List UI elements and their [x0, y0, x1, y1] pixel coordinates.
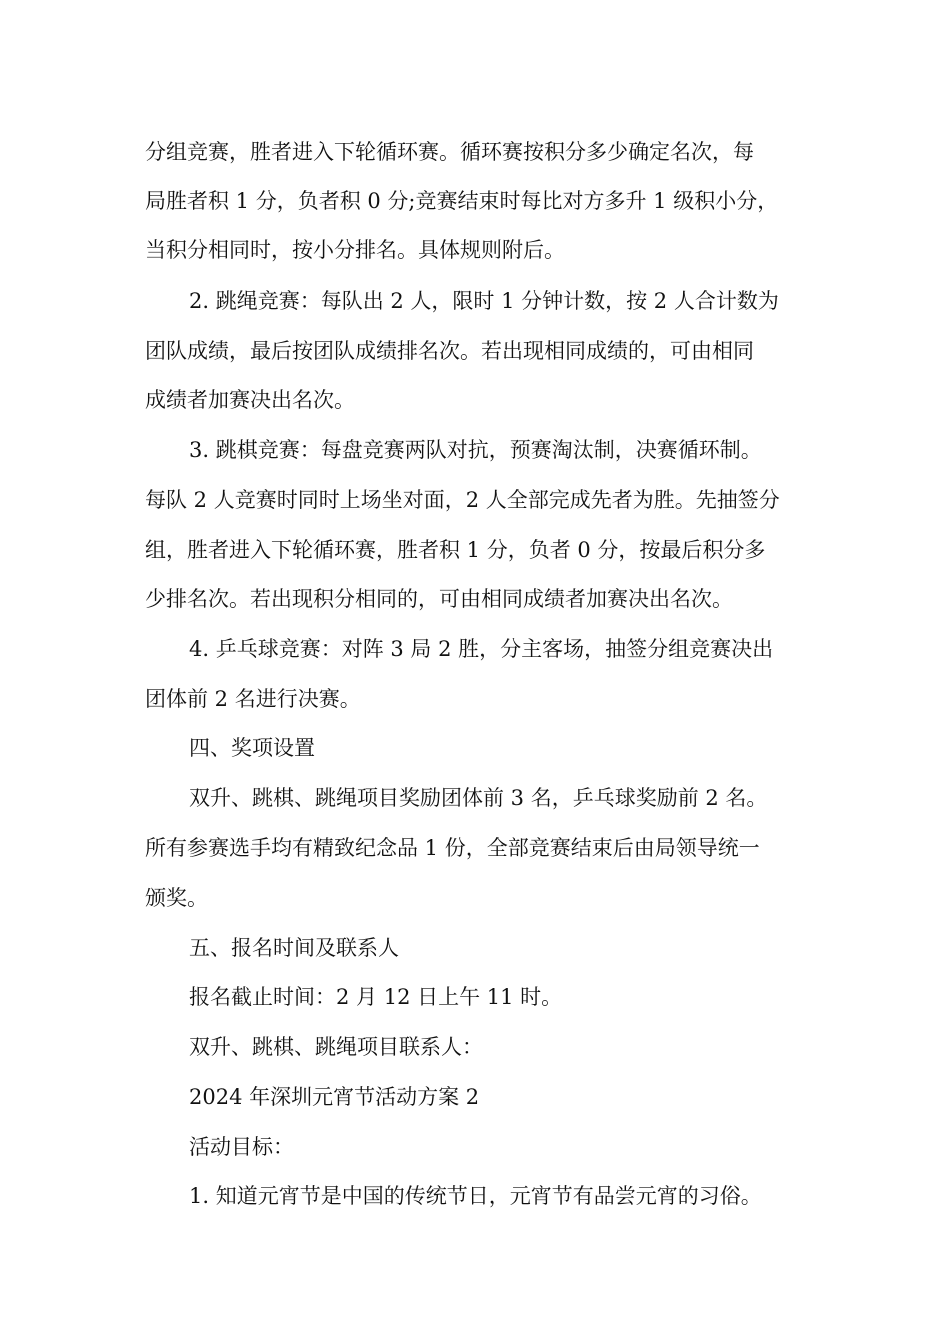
paragraph-line: 分组竞赛，胜者进入下轮循环赛。循环赛按积分多少确定名次，每: [145, 140, 754, 164]
paragraph-line: 颁奖。: [145, 886, 208, 910]
paragraph-line: 1. 知道元宵节是中国的传统节日，元宵节有品尝元宵的习俗。: [189, 1184, 762, 1208]
paragraph-line: 团体前 2 名进行决赛。: [145, 687, 361, 711]
paragraph-line: 局胜者积 1 分，负者积 0 分;竞赛结束时每比对方多升 1 级积小分，: [145, 189, 779, 213]
paragraph-line: 3. 跳棋竞赛：每盘竞赛两队对抗，预赛淘汰制，决赛循环制。: [189, 438, 762, 462]
section-heading: 五、报名时间及联系人: [189, 936, 399, 960]
paragraph-line: 成绩者加赛决出名次。: [145, 388, 355, 412]
document-subtitle: 2024 年深圳元宵节活动方案 2: [189, 1085, 480, 1109]
section-heading: 四、奖项设置: [189, 736, 315, 760]
paragraph-line: 当积分相同时，按小分排名。具体规则附后。: [145, 238, 565, 262]
paragraph-line: 少排名次。若出现积分相同的，可由相同成绩者加赛决出名次。: [145, 587, 733, 611]
paragraph-line: 团队成绩，最后按团队成绩排名次。若出现相同成绩的，可由相同: [145, 339, 754, 363]
paragraph-line: 所有参赛选手均有精致纪念品 1 份，全部竞赛结束后由局领导统一: [145, 836, 760, 860]
paragraph-line: 2. 跳绳竞赛：每队出 2 人，限时 1 分钟计数，按 2 人合计数为: [189, 289, 779, 313]
paragraph-line: 双升、跳棋、跳绳项目联系人：: [189, 1035, 483, 1059]
paragraph-line: 4. 乒乓球竞赛：对阵 3 局 2 胜，分主客场，抽签分组竞赛决出: [189, 637, 774, 661]
paragraph-line: 每队 2 人竞赛时同时上场坐对面，2 人全部完成先者为胜。先抽签分: [145, 488, 780, 512]
paragraph-line: 报名截止时间：2 月 12 日上午 11 时。: [189, 985, 563, 1009]
paragraph-line: 组，胜者进入下轮循环赛，胜者积 1 分，负者 0 分，按最后积分多: [145, 538, 766, 562]
paragraph-line: 活动目标：: [189, 1135, 294, 1159]
paragraph-line: 双升、跳棋、跳绳项目奖励团体前 3 名，乒乓球奖励前 2 名。: [189, 786, 768, 810]
